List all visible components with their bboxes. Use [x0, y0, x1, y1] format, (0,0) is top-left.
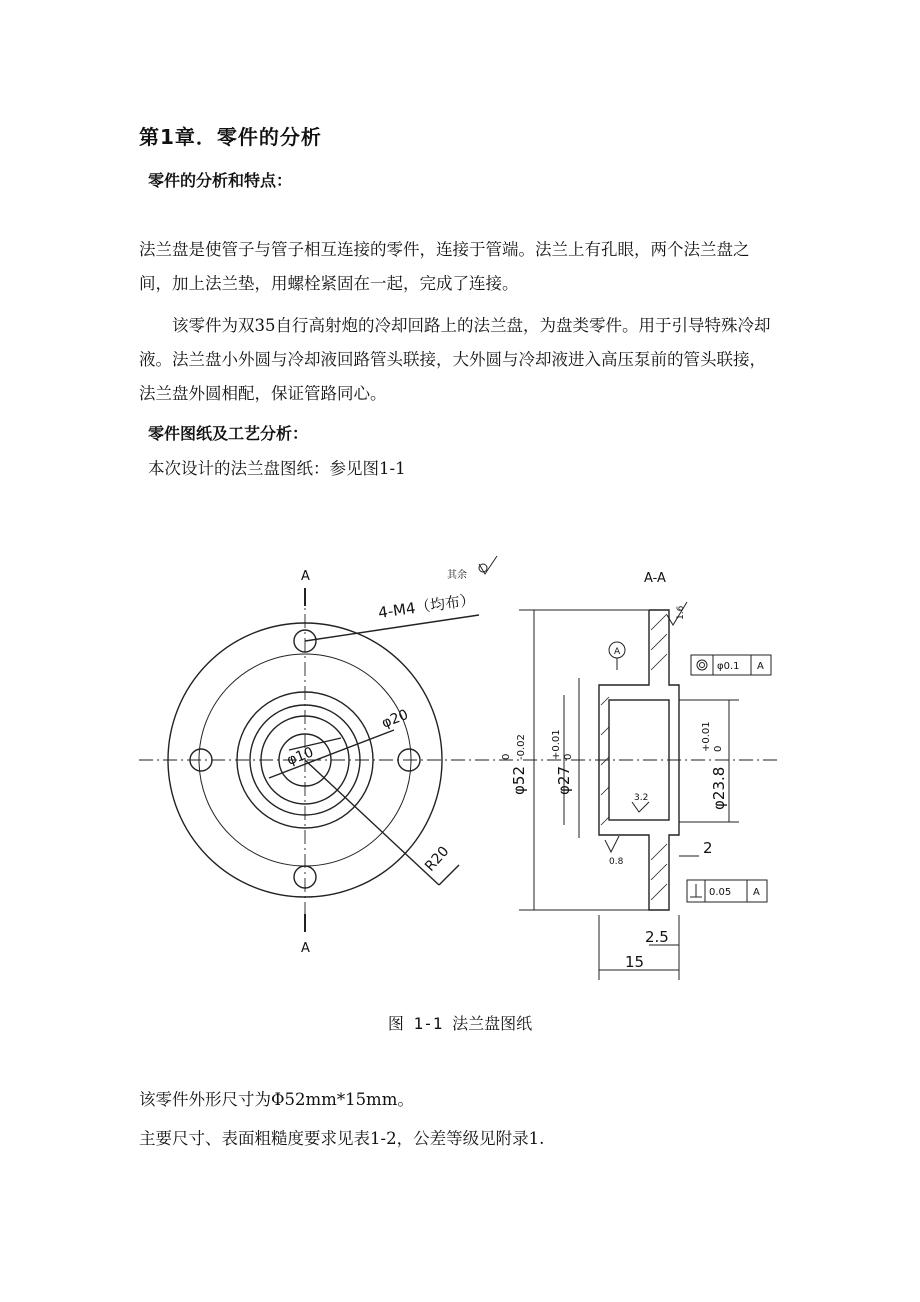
- concentricity-value: φ0.1: [717, 661, 740, 672]
- figure-caption: 图 1-1 法兰盘图纸: [387, 1014, 533, 1033]
- dia27-tol-lower: 0: [563, 753, 574, 760]
- dia23-8-label: φ23.8: [710, 766, 728, 810]
- concentricity-datum: A: [757, 661, 764, 672]
- dia52-tol-upper: 0: [501, 753, 512, 760]
- section-label-top: A: [301, 569, 310, 584]
- dia10-label: φ10: [284, 744, 316, 769]
- table-reference: 主要尺寸、表面粗糙度要求见表1-2，公差等级见附录1.: [139, 1129, 545, 1148]
- roughness-3-2: 3.2: [634, 793, 649, 803]
- paragraph-flange-definition: 法兰盘是使管子与管子相互连接的零件，连接于管端。法兰上有孔眼，两个法兰盘之间，加上法兰垫，用螺栓紧固在一起，完成了连接。: [139, 240, 750, 293]
- drawing-intro-text: 本次设计的法兰盘图纸：参见图1-1: [148, 459, 406, 478]
- perpendicularity-value: 0.05: [709, 887, 732, 898]
- dim-2-label: 2: [703, 839, 713, 857]
- section-heading-part-analysis: 零件的分析和特点：: [148, 171, 293, 190]
- dia52-tol-lower: -0.02: [516, 734, 527, 760]
- datum-label: A: [614, 647, 621, 657]
- dimension-summary: 该零件外形尺寸为Φ52mm*15mm。: [139, 1090, 414, 1109]
- roughness-0-8: 0.8: [609, 857, 624, 867]
- section-label-bottom: A: [301, 941, 310, 956]
- chapter-title: 第1章．零件的分析: [139, 125, 322, 149]
- section-heading-drawing-analysis: 零件图纸及工艺分析：: [148, 424, 309, 443]
- holes-callout: 4-M4（均布）: [377, 590, 477, 622]
- section-view-title: A-A: [644, 571, 666, 586]
- surface-rest-label: 其余: [447, 570, 467, 581]
- dia27-label: φ27: [555, 766, 573, 795]
- dia27-tol-upper: +0.01: [551, 729, 562, 760]
- dim-15-label: 15: [625, 953, 645, 971]
- flange-drawing: [139, 520, 779, 1000]
- perpendicularity-datum: A: [753, 887, 760, 898]
- r20-label: R20: [422, 843, 453, 875]
- dim-2-5-label: 2.5: [645, 928, 669, 946]
- roughness-1-6: 1.6: [676, 605, 686, 620]
- paragraph-part-description: 该零件为双35自行高射炮的冷却回路上的法兰盘，为盘类零件。用于引导特殊冷却液。法兰盘小外圆与冷却液回路管头联接，大外圆与冷却液进入高压泵前的管头联接，法兰盘外圆相配，保证管路同心。: [139, 316, 771, 403]
- dia20-label: φ20: [379, 706, 411, 732]
- dia23-8-tol-lower: 0: [713, 745, 724, 752]
- dia52-label: φ52: [510, 766, 528, 795]
- dia23-8-tol-upper: +0.01: [701, 721, 712, 752]
